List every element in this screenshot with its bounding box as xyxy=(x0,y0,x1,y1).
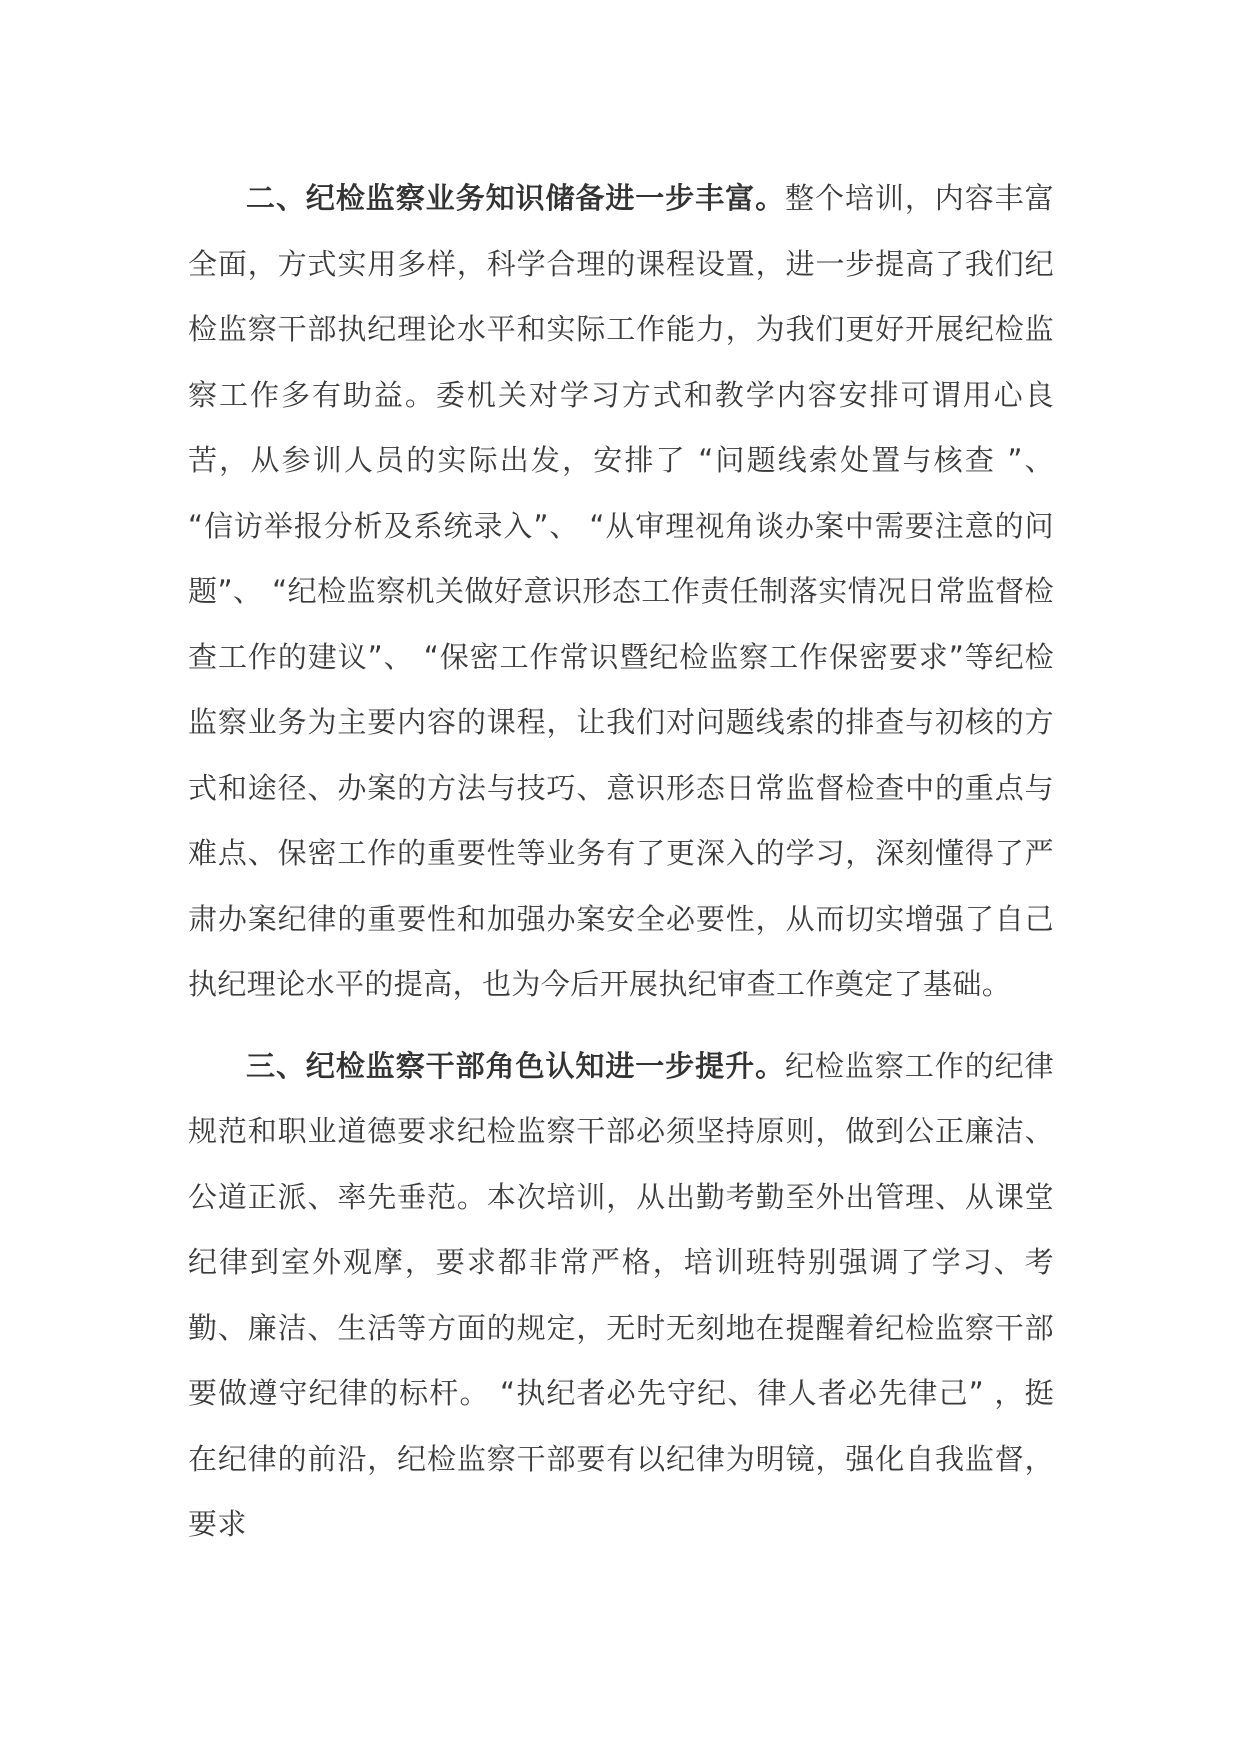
paragraph-text: 纪检监察工作的纪律规范和职业道德要求纪检监察干部必须坚持原则，做到公正廉洁、公道正派、率先垂范。本次培训，从出勤考勤至外出管理、从课堂纪律到室外观摩，要求都非常严格，培训班特别强调了学习、考勤、廉洁、生活等方面的规定，无时无刻地在提醒着纪检监察干部要做遵守纪律的标杆。 “执纪者必先守纪、律人者必先律己” ，挺在纪律的前沿，纪检监察干部要有以纪律为明镜，强化自我监督，要求 xyxy=(188,1048,1054,1541)
paragraph-heading: 二、纪检监察业务知识储备进一步丰富。 xyxy=(246,181,786,215)
paragraph-role-awareness xyxy=(188,1034,1054,1558)
paragraph-text: 整个培训，内容丰富全面，方式实用多样，科学合理的课程设置，进一步提高了我们纪检监察干部执纪理论水平和实际工作能力，为我们更好开展纪检监察工作多有助益。委机关对学习方式和教学内容安排可谓用心良苦，从参训人员的实际出发，安排了 “问题线索处置与核查 ”、 “信访举报分析及系统录入”、 “从审理视角谈办案中需要注意的问题”、 “纪检监察机关做好意识形态工作责任制落实情况日常监督检查工作的建议”、 “保密工作常识暨纪检监察工作保密要求”等纪检监察业务为主要内容的课程，让我们对问题线索的排查与初核的方式和途径、办案的方法与技巧、意识形态日常监督检查中的重点与难点、保密工作的重要性等业务有了更深入的学习，深刻懂得了严肃办案纪律的重要性和加强办案安全必要性，从而切实增强了自己执纪理论水平的提高，也为今后开展执纪审查工作奠定了基础。 xyxy=(188,181,1054,1001)
document-body xyxy=(188,166,1054,1568)
paragraph-heading: 三、纪检监察干部角色认知进一步提升。 xyxy=(246,1048,786,1083)
paragraph-business-knowledge xyxy=(188,166,1054,1018)
